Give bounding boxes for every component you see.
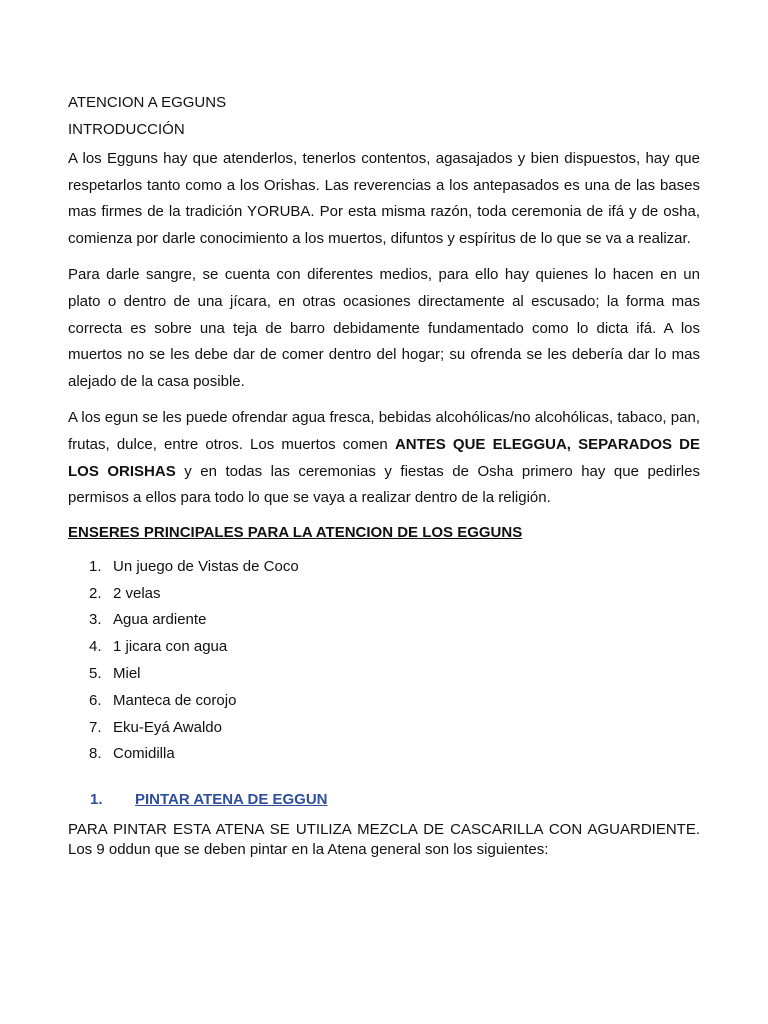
- list-item-number: 4.: [89, 638, 102, 656]
- list-item: [68, 607, 700, 634]
- document-subtitle: INTRODUCCIÓN: [68, 121, 185, 138]
- closing-paragraph: [68, 820, 700, 860]
- list-item: [68, 741, 700, 768]
- list-item: [68, 634, 700, 661]
- paragraph-ofrenda: [68, 405, 700, 511]
- section-title: PINTAR ATENA DE EGGUN: [135, 791, 328, 809]
- list-item-number: 8.: [89, 745, 102, 763]
- list-item-text: Manteca de corojo: [113, 691, 237, 709]
- list-item: [68, 688, 700, 715]
- list-item-text: Un juego de Vistas de Coco: [113, 557, 299, 575]
- list-item-number: 7.: [89, 718, 102, 736]
- enseres-list: [68, 554, 700, 768]
- paragraph-ofrenda-part1: A los egun se les puede ofrendar agua fresca, bebidas alcohólicas/no alcohólicas, tabaco, pan, frutas, dulce, entre otros. Los muertos comen: [68, 409, 700, 453]
- list-item: [68, 715, 700, 742]
- document-title: ATENCION A EGGUNS: [68, 94, 227, 111]
- list-item-number: 5.: [89, 664, 102, 682]
- closing-line-2: Los 9 oddun que se deben pintar en la Atena general son los siguientes:: [68, 841, 549, 859]
- list-item-text: Agua ardiente: [113, 611, 207, 629]
- list-heading: ENSERES PRINCIPALES PARA LA ATENCION DE LOS EGGUNS: [68, 523, 523, 541]
- closing-line-1: PARA PINTAR ESTA ATENA SE UTILIZA MEZCLA DE CASCARILLA CON AGUARDIENTE.: [68, 821, 700, 839]
- list-item-text: Comidilla: [113, 745, 175, 763]
- list-item: [68, 661, 700, 688]
- document-page: [68, 92, 700, 860]
- list-item-text: Eku-Eyá Awaldo: [113, 718, 222, 736]
- paragraph-sangre: Para darle sangre, se cuenta con diferentes medios, para ello hay quienes lo hacen en un plato o dentro de una jícara, en otras ocasiones directamente al escusado; la forma mas correcta es sobre una teja de barro debidamente fundamentado como lo dicta ifá. A los muertos no se les debe dar de comer dentro del hogar; su ofrenda se les debería dar lo mas alejado de la casa posible.: [68, 266, 700, 390]
- list-item-number: 1.: [89, 557, 102, 575]
- list-item-number: 6.: [89, 691, 102, 709]
- section-heading-pintar-atena: [68, 788, 700, 812]
- list-item: [68, 581, 700, 608]
- list-item-text: Miel: [113, 664, 141, 682]
- section-number: 1.: [90, 791, 103, 809]
- list-item-number: 2.: [89, 584, 102, 602]
- list-item-text: 1 jicara con agua: [113, 638, 228, 656]
- list-item-number: 3.: [89, 611, 102, 629]
- paragraph-ofrenda-part2: y en todas las ceremonias y fiestas de Osha primero hay que pedirles permisos a ellos para todo lo que se vaya a realizar dentro de la religión.: [68, 462, 700, 507]
- paragraph-intro: A los Egguns hay que atenderlos, tenerlos contentos, agasajados y bien dispuestos, hay que respetarlos tanto como a los Orishas. Las reverencias a los antepasados es una de las bases mas firmes de la tradición YORUBA. Por esta misma razón, toda ceremonia de ifá y de osha, comienza por darle conocimiento a los muertos, difuntos y espíritus de lo que se va a realizar.: [68, 150, 700, 247]
- list-item-text: 2 velas: [113, 584, 161, 602]
- list-item: [68, 554, 700, 581]
- paragraph-ofrenda-bold: ANTES QUE ELEGGUA, SEPARADOS DE LOS ORISHAS: [68, 435, 701, 480]
